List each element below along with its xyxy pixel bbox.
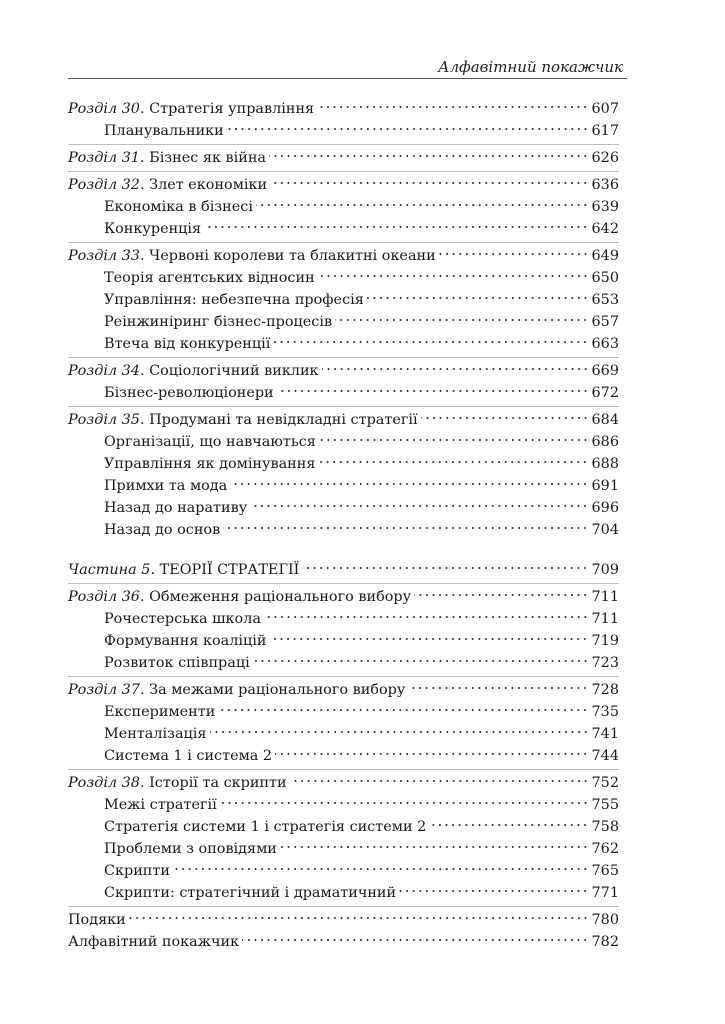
- chapter-entry-title: [68, 98, 314, 120]
- dot-leader: [173, 867, 589, 871]
- chapter-entry-prefix: Розділ 33: [68, 248, 140, 264]
- section-entry-title: [104, 382, 274, 404]
- section-entry: [68, 608, 619, 630]
- section-entry-text: Проблеми з оповідями: [104, 841, 277, 857]
- chapter-separator: [68, 144, 619, 145]
- header-rule: [68, 78, 627, 79]
- chapter-entry-page-number: 626: [591, 150, 619, 166]
- chapter-entry-prefix: Розділ 38: [68, 775, 140, 791]
- chapter-entry-prefix: Розділ 32: [68, 177, 140, 193]
- section-entry-page-number: 765: [591, 863, 619, 879]
- section-entry-page-number: 755: [591, 797, 619, 813]
- section-entry-text: Назад до основ: [104, 522, 221, 538]
- chapter-entry-page-number: 728: [591, 682, 619, 698]
- chapter-entry-prefix: Розділ 35: [68, 412, 140, 428]
- section-entry-page-number: 704: [591, 522, 619, 538]
- section-entry-page-number: 653: [591, 292, 619, 308]
- chapter-separator: [68, 769, 619, 770]
- section-entry: [68, 497, 619, 519]
- chapter-entry: [68, 679, 619, 701]
- dot-leader: [421, 416, 589, 420]
- chapter-entry-text: . Стратегія управління: [139, 101, 315, 117]
- dot-leader: [275, 752, 588, 756]
- section-entry-page-number: 723: [591, 655, 619, 671]
- part-entry-prefix: Частина 5: [68, 562, 151, 578]
- dot-leader: [302, 566, 588, 570]
- chapter-separator: [68, 357, 619, 358]
- dot-leader: [273, 340, 588, 344]
- section-entry: [68, 311, 619, 333]
- section-entry-title: [104, 652, 250, 674]
- dot-leader: [220, 801, 589, 805]
- section-entry: [68, 701, 619, 723]
- dot-leader: [227, 127, 589, 131]
- section-entry: [68, 333, 619, 355]
- section-entry-title: [104, 860, 170, 882]
- section-entry-title: [104, 333, 270, 355]
- section-entry-text: Скрипти: [104, 863, 170, 879]
- section-entry-text: Назад до наративу: [104, 500, 248, 516]
- dot-leader: [319, 438, 589, 442]
- section-entry-page-number: 650: [591, 270, 619, 286]
- chapter-entry: [68, 772, 619, 794]
- section-entry-page-number: 696: [591, 500, 619, 516]
- section-entry-title: [104, 882, 396, 904]
- section-entry-title: [104, 196, 253, 218]
- section-entry-text: Втеча від конкуренції: [104, 336, 271, 352]
- chapter-separator: [68, 676, 619, 677]
- section-entry-title: [104, 218, 201, 240]
- chapter-entry: [68, 174, 619, 196]
- chapter-entry: [68, 586, 619, 608]
- part-entry-page-number: 709: [591, 562, 619, 578]
- section-entry-page-number: 741: [591, 726, 619, 742]
- section-entry-title: [104, 838, 277, 860]
- chapter-entry-page-number: 636: [591, 177, 619, 193]
- back-matter-entry-page-number: 780: [591, 912, 619, 928]
- section-entry-page-number: 657: [591, 314, 619, 330]
- chapter-entry-title: [68, 679, 405, 701]
- dot-leader: [210, 730, 589, 734]
- section-entry-page-number: 771: [591, 885, 619, 901]
- dot-leader: [256, 203, 589, 207]
- section-entry-page-number: 617: [591, 123, 619, 139]
- section-entry: [68, 630, 619, 652]
- section-entry: [68, 289, 619, 311]
- chapter-separator: [68, 406, 619, 407]
- section-entry-text: Примхи та мода: [104, 478, 228, 494]
- chapter-entry-page-number: 684: [591, 412, 619, 428]
- chapter-entry-text: . Злет економіки: [139, 177, 268, 193]
- section-entry-title: [104, 723, 207, 745]
- chapter-entry: [68, 409, 619, 431]
- chapter-entry-text: . Обмеження раціонального вибору: [139, 589, 412, 605]
- chapter-entry-text: . Соціологічний виклик: [139, 363, 319, 379]
- chapter-entry-title: [68, 147, 266, 169]
- section-entry-title: [104, 289, 364, 311]
- dot-leader: [242, 938, 588, 942]
- chapter-entry-title: [68, 586, 411, 608]
- chapter-entry-text: . Історії та скрипти: [139, 775, 287, 791]
- chapter-separator: [68, 583, 619, 584]
- section-entry: [68, 882, 619, 904]
- section-entry-title: [104, 431, 316, 453]
- dot-leader: [290, 779, 589, 783]
- dot-leader: [129, 916, 589, 920]
- section-entry-title: [104, 630, 266, 652]
- section-entry-text: Конкуренція: [104, 221, 202, 237]
- chapter-entry-prefix: Розділ 37: [68, 682, 140, 698]
- section-entry-page-number: 762: [591, 841, 619, 857]
- chapter-entry: [68, 147, 619, 169]
- dot-leader: [318, 274, 589, 278]
- back-matter-entry: [68, 909, 619, 931]
- section-entry-title: [104, 794, 217, 816]
- section-entry-text: Реінжиніринг бізнес-процесів: [104, 314, 333, 330]
- dot-leader: [250, 504, 588, 508]
- chapter-entry: [68, 360, 619, 382]
- dot-leader: [218, 708, 588, 712]
- section-entry-text: Формування коаліцій: [104, 633, 267, 649]
- section-entry-text: Розвиток співпраці: [104, 655, 250, 671]
- section-entry-text: Теорія агентських відносин: [104, 270, 315, 286]
- running-head: Алфавітний покажчик: [438, 58, 623, 76]
- section-entry: [68, 652, 619, 674]
- chapter-entry-prefix: Розділ 36: [68, 589, 140, 605]
- section-entry: [68, 267, 619, 289]
- section-entry-page-number: 672: [591, 385, 619, 401]
- section-entry: [68, 453, 619, 475]
- chapter-entry-title: [68, 409, 418, 431]
- section-entry-page-number: 663: [591, 336, 619, 352]
- dot-leader: [264, 615, 589, 619]
- section-entry-text: Управління як домінування: [104, 456, 316, 472]
- dot-leader: [414, 593, 588, 597]
- section-entry-text: Стратегія системи 1 і стратегія системи 2: [104, 819, 427, 835]
- dot-leader: [429, 823, 588, 827]
- section-entry-page-number: 735: [591, 704, 619, 720]
- section-entry-title: [104, 608, 261, 630]
- chapter-entry-page-number: 669: [591, 363, 619, 379]
- section-entry: [68, 860, 619, 882]
- chapter-entry-page-number: 752: [591, 775, 619, 791]
- section-entry-title: [104, 120, 224, 142]
- section-entry-page-number: 642: [591, 221, 619, 237]
- chapter-entry: [68, 98, 619, 120]
- section-entry-text: Планувальники: [104, 123, 224, 139]
- chapter-entry-page-number: 711: [591, 589, 619, 605]
- dot-leader: [223, 526, 588, 530]
- chapter-entry-prefix: Розділ 34: [68, 363, 140, 379]
- section-entry-text: Економіка в бізнесі: [104, 199, 253, 215]
- back-matter-entry: [68, 931, 619, 953]
- chapter-entry-title: [68, 772, 287, 794]
- section-entry-page-number: 688: [591, 456, 619, 472]
- section-entry-title: [104, 267, 315, 289]
- dot-leader: [317, 105, 588, 109]
- dot-leader: [204, 225, 588, 229]
- dot-leader: [367, 296, 589, 300]
- chapter-entry-title: [68, 174, 267, 196]
- section-entry: [68, 218, 619, 240]
- section-entry: [68, 475, 619, 497]
- chapter-entry-prefix: Розділ 31: [68, 150, 140, 166]
- dot-leader: [253, 659, 589, 663]
- section-entry: [68, 816, 619, 838]
- back-matter-entry-text: Подяки: [68, 912, 126, 928]
- section-entry: [68, 723, 619, 745]
- chapter-entry-title: [68, 360, 319, 382]
- chapter-separator: [68, 242, 619, 243]
- section-entry: [68, 519, 619, 541]
- part-entry-title: [68, 559, 299, 581]
- section-entry: [68, 838, 619, 860]
- section-entry-text: Бізнес-революціонери: [104, 385, 274, 401]
- chapter-entry-title: [68, 245, 436, 267]
- dot-leader: [439, 252, 589, 256]
- dot-leader: [399, 889, 588, 893]
- dot-leader: [269, 154, 589, 158]
- part-entry-text: . ТЕОРІЇ СТРАТЕГІЇ: [150, 562, 300, 578]
- section-entry-text: Організації, що навчаються: [104, 434, 316, 450]
- dot-leader: [277, 389, 589, 393]
- section-entry: [68, 745, 619, 767]
- section-entry: [68, 431, 619, 453]
- section-entry-text: Система 1 і система 2: [104, 748, 273, 764]
- section-entry-text: Експерименти: [104, 704, 216, 720]
- chapter-separator: [68, 906, 619, 907]
- back-matter-entry-page-number: 782: [591, 934, 619, 950]
- part-gap: [68, 541, 619, 559]
- dot-leader: [269, 637, 588, 641]
- section-entry-page-number: 711: [591, 611, 619, 627]
- back-matter-entry-title: [68, 909, 126, 931]
- back-matter-entry-title: [68, 931, 239, 953]
- dot-leader: [280, 845, 589, 849]
- dot-leader: [322, 367, 589, 371]
- section-entry: [68, 196, 619, 218]
- section-entry-title: [104, 453, 315, 475]
- section-entry-page-number: 686: [591, 434, 619, 450]
- back-matter-entry-text: Алфавітний покажчик: [68, 934, 240, 950]
- section-entry-text: Управління: небезпечна професія: [104, 292, 364, 308]
- section-entry: [68, 794, 619, 816]
- table-of-contents: [68, 98, 619, 953]
- chapter-entry-text: . За межами раціонального вибору: [139, 682, 406, 698]
- dot-leader: [230, 482, 588, 486]
- chapter-entry-text: . Червоні королеви та блакитні океани: [139, 248, 436, 264]
- section-entry-text: Рочестерська школа: [104, 611, 261, 627]
- section-entry: [68, 382, 619, 404]
- section-entry-page-number: 691: [591, 478, 619, 494]
- dot-leader: [408, 686, 588, 690]
- section-entry-page-number: 719: [591, 633, 619, 649]
- dot-leader: [318, 460, 588, 464]
- section-entry-page-number: 639: [591, 199, 619, 215]
- section-entry-text: Скрипти: стратегічний і драматичний: [104, 885, 397, 901]
- chapter-separator: [68, 171, 619, 172]
- chapter-entry-prefix: Розділ 30: [68, 101, 140, 117]
- part-entry: [68, 559, 619, 581]
- chapter-entry-page-number: 649: [591, 248, 619, 264]
- chapter-entry-text: . Продумані та невідкладні стратегії: [139, 412, 418, 428]
- section-entry-page-number: 744: [591, 748, 619, 764]
- section-entry-title: [104, 701, 215, 723]
- dot-leader: [270, 181, 588, 185]
- chapter-entry-text: . Бізнес як війна: [139, 150, 266, 166]
- section-entry: [68, 120, 619, 142]
- section-entry-title: [104, 519, 220, 541]
- chapter-entry: [68, 245, 619, 267]
- section-entry-text: Межі стратегії: [104, 797, 217, 813]
- section-entry-page-number: 758: [591, 819, 619, 835]
- section-entry-title: [104, 816, 426, 838]
- chapter-entry-page-number: 607: [591, 101, 619, 117]
- section-entry-title: [104, 311, 332, 333]
- section-entry-text: Менталізація: [104, 726, 207, 742]
- section-entry-title: [104, 497, 247, 519]
- section-entry-title: [104, 745, 272, 767]
- section-entry-title: [104, 475, 227, 497]
- dot-leader: [335, 318, 588, 322]
